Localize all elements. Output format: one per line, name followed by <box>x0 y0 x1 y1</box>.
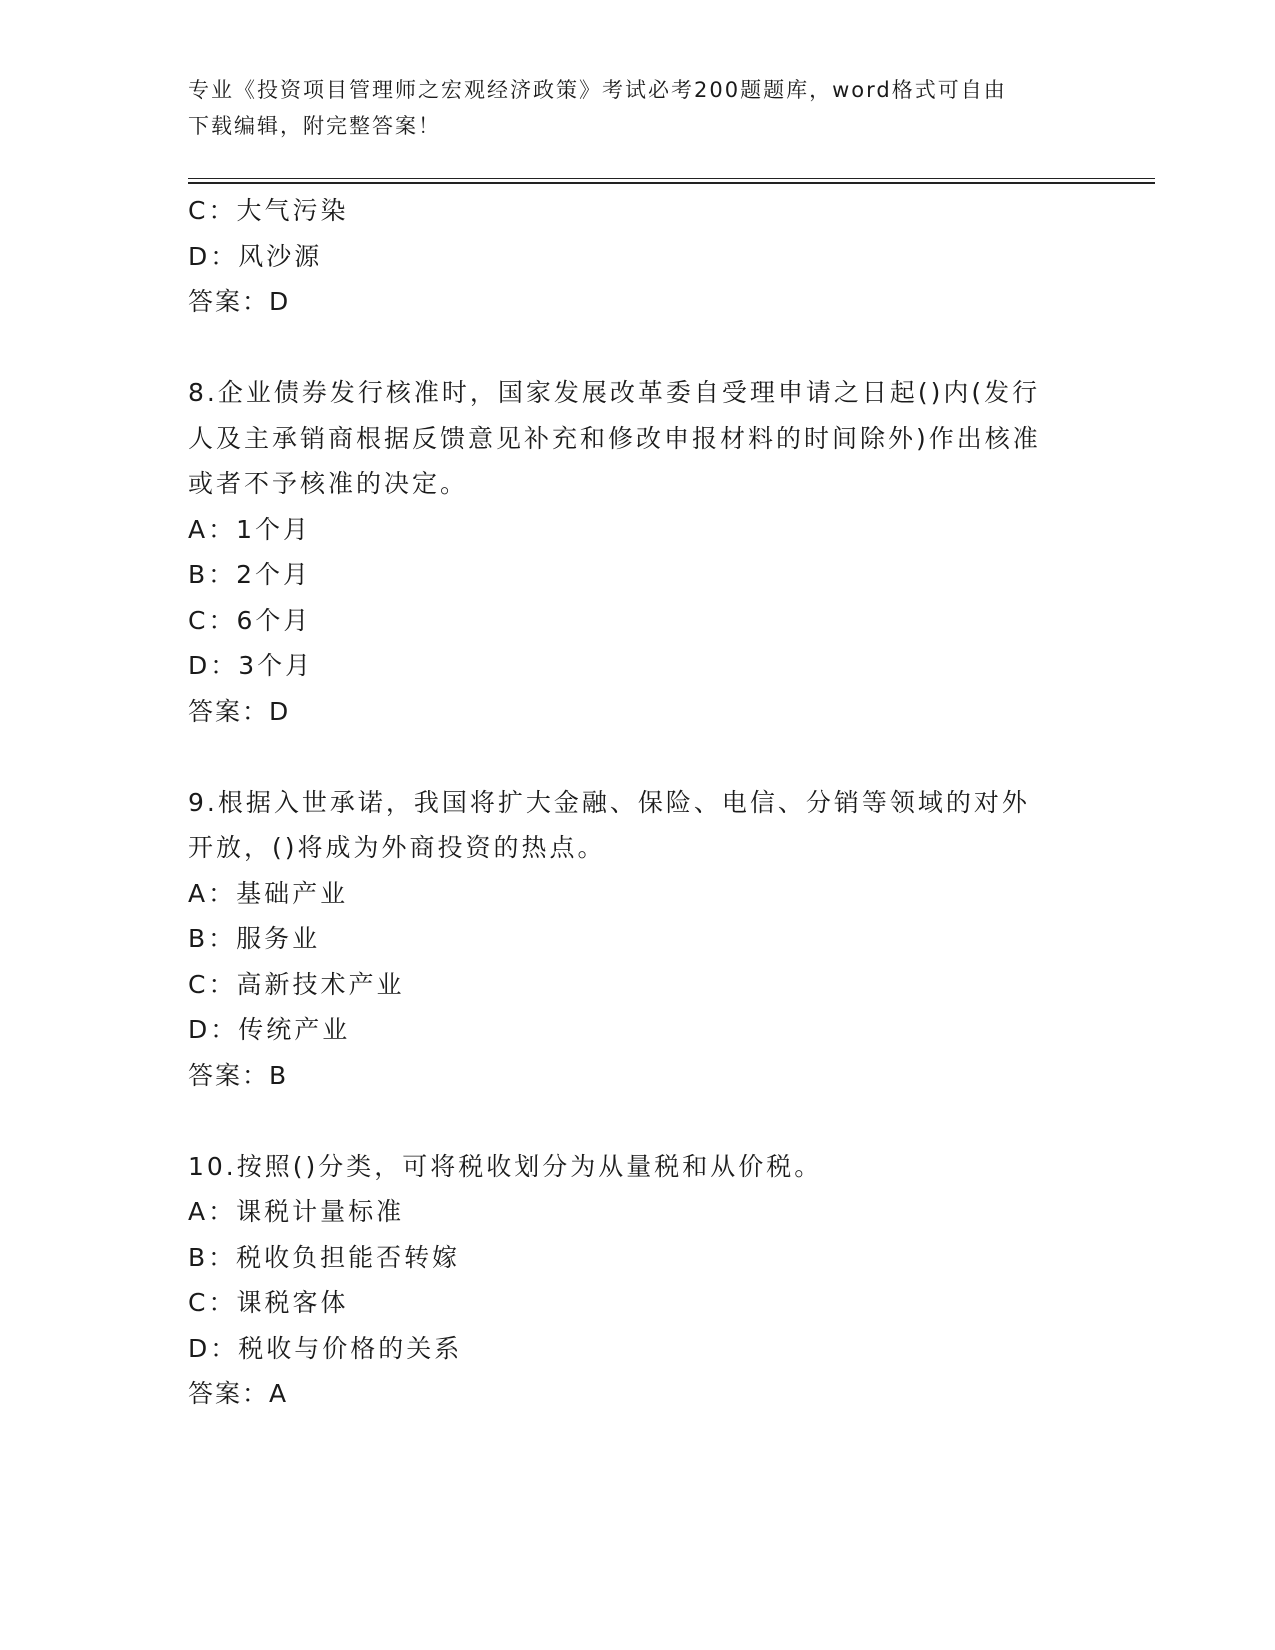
option-b: B：服务业 <box>188 924 321 953</box>
option-a: A：1个月 <box>188 514 312 544</box>
question-stem: 开放，()将成为外商投资的热点。 <box>188 833 606 862</box>
option-c: C：6个月 <box>188 605 312 635</box>
answer: 答案：A <box>188 1379 289 1408</box>
intro-line-1: 专业《投资项目管理师之宏观经济政策》考试必考200题题库，word格式可自由 <box>188 78 1007 102</box>
question-9 <box>188 780 1088 1099</box>
option-d: D：风沙源 <box>188 241 323 271</box>
option-c: C：课税客体 <box>188 1288 349 1317</box>
question-stem: 9.根据入世承诺，我国将扩大金融、保险、电信、分销等领域的对外 <box>188 787 1030 817</box>
question-list <box>188 188 1088 1417</box>
option-b: B：2个月 <box>188 560 312 589</box>
header-divider-thin <box>188 178 1155 179</box>
header-divider-thick <box>188 182 1155 184</box>
intro-line-2: 下载编辑，附完整答案！ <box>188 114 441 138</box>
question-stem: 10.按照()分类，可将税收划分为从量税和从价税。 <box>188 1151 823 1181</box>
question-10 <box>188 1144 1088 1417</box>
option-c: C：高新技术产业 <box>188 969 405 999</box>
question-stem: 人及主承销商根据反馈意见补充和修改申报材料的时间除外)作出核准 <box>188 423 1041 453</box>
option-d: D：传统产业 <box>188 1015 351 1044</box>
option-b: B：税收负担能否转嫁 <box>188 1242 461 1272</box>
question-stem: 8.企业债券发行核准时，国家发展改革委自受理申请之日起()内(发行 <box>188 378 1041 407</box>
question-8 <box>188 370 1088 734</box>
option-a: A：课税计量标准 <box>188 1197 405 1226</box>
answer: 答案：D <box>188 696 291 726</box>
question-7-tail <box>188 188 1088 325</box>
question-stem: 或者不予核准的决定。 <box>188 469 469 498</box>
answer: 答案：B <box>188 1060 289 1090</box>
document-intro <box>188 72 1088 144</box>
answer: 答案：D <box>188 287 291 316</box>
option-c: C：大气污染 <box>188 196 349 225</box>
option-d: D：3个月 <box>188 651 314 680</box>
option-d: D：税收与价格的关系 <box>188 1333 463 1363</box>
option-a: A：基础产业 <box>188 878 349 908</box>
